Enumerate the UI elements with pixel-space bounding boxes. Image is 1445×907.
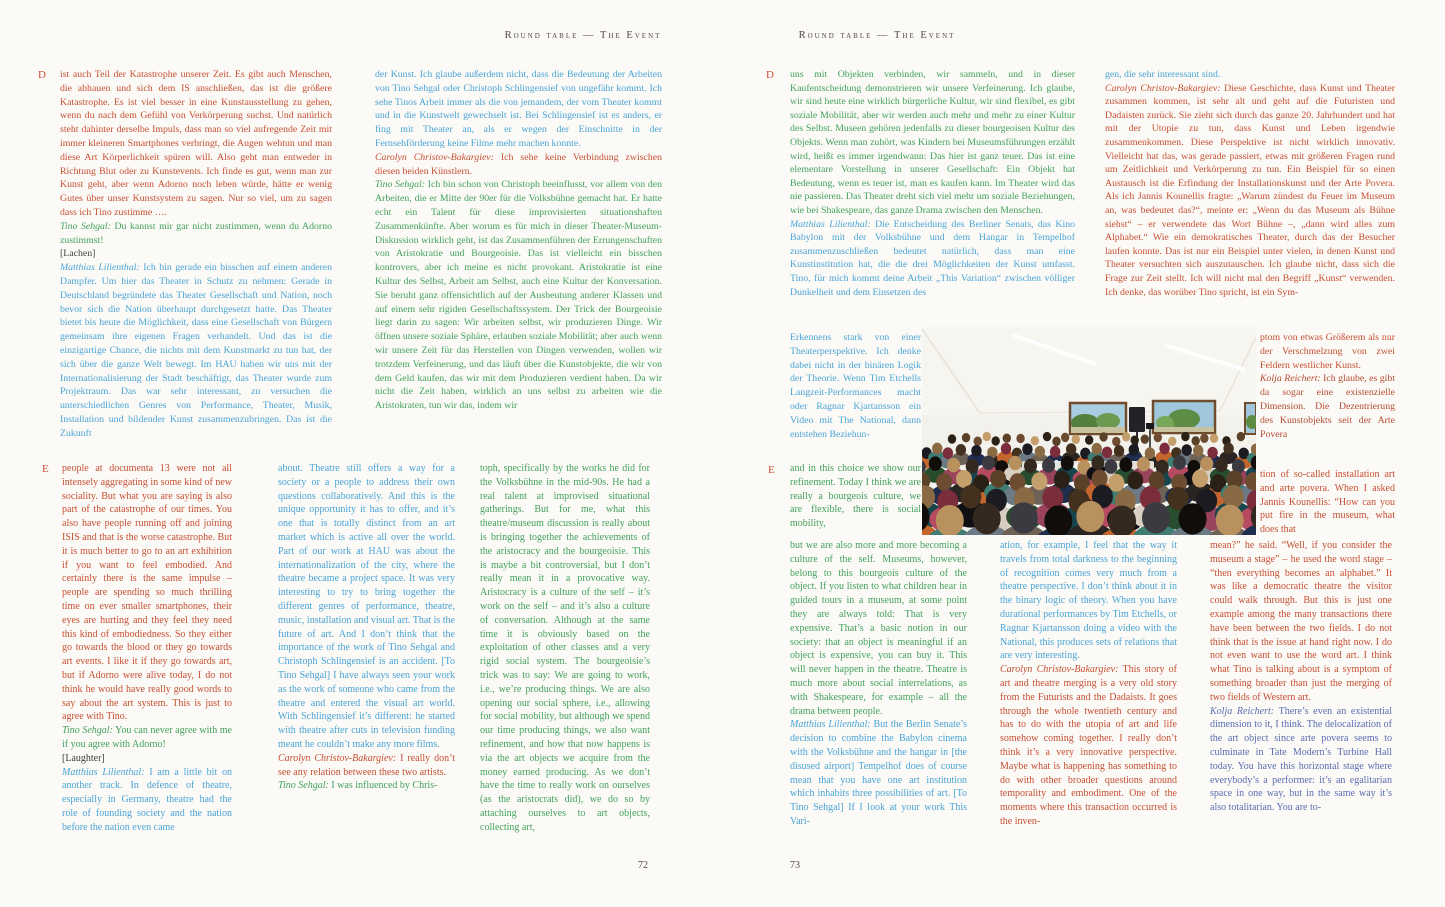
- speaker-name: Tino Sehgal:: [278, 780, 329, 792]
- page-number-right: 73: [790, 860, 800, 871]
- left-english-column-2: [278, 462, 455, 793]
- window: [1245, 403, 1256, 434]
- stage-direction: [Lachen]: [60, 248, 96, 260]
- speaker-name: Carolyn Christov-Bakargiev:: [1105, 82, 1221, 94]
- left-german-column-2: [375, 68, 662, 413]
- left-english-column-3: [480, 462, 650, 835]
- left-german-column-1: [60, 68, 332, 441]
- dialogue-paragraph: Tino Sehgal: You can never agree with me if you agree with Adorno!: [62, 725, 232, 750]
- dialogue-paragraph: Tino Sehgal: Ich bin schon von Christoph beeinflusst, vor allem von den Arbeiten, die er Mitte der 90er für die Volksbühne gemacht hat. Er hatte echt ein Talent für diese improvisierten situationshaften Zusammenkünfte. Aber worum es für mich in dieser Theater-Museum-Diskussion wirklich geht, ist das Zusammenführen der Errungenschaften von Aristokratie und Bourgeoisie. Das ist vielleicht ein bisschen kontrovers, aber ich meine es nicht provokant. Aristokratie ist eine Kultur des Selbst, Arbeit am Selbst, auch eine Kultur der Konversation. Sie beruht ganz offensichtlich auf der Ausbeutung anderer Klassen und auf einem sehr rigiden Gesellschaftssystem. Der Trick der Bourgeoisie liegt darin zu sagen: Wir arbeiten selbst, wir produzieren Dinge. Wir öffnen unsere soziale Sphäre, erlauben soziale Mobilität; aber auch wenn wir unsere Zeit für das Herstellen von Dingen verwenden, wollen wir trotzdem Verfeinerung, und das läuft über die Kunstobjekte, die wir von dem Geld kaufen, das wir mit dem Produzieren verdient haben. Da wir nicht die Zeit haben, wirklich an uns selbst zu arbeiten wie die Aristokraten, tun wir das, indem wir: [375, 179, 662, 412]
- speaker-name: Kolja Reichert:: [1210, 705, 1275, 717]
- dialogue-paragraph: ptom von etwas Größerem als nur der Verschmelzung von zwei Feldern westlicher Kunst.: [1260, 332, 1395, 371]
- dialogue-paragraph: Matthias Lilienthal: I am a little bit on another track. In defence of theatre, especially in Germany, theatre had the role of founding society and the nation before the nation even came: [62, 766, 233, 833]
- running-head-right: Round table — The Event: [798, 30, 956, 41]
- speaker-name: Tino Sehgal:: [375, 179, 426, 191]
- window: [1070, 403, 1126, 434]
- speaker-name: Matthias Lilienthal:: [60, 262, 140, 274]
- english-section-marker: E: [42, 463, 49, 475]
- dialogue-paragraph: tion of so-called installation art and arte povera. When I asked Jannis Kounellis: “How can you put fire in the museum, what does that: [1260, 469, 1395, 536]
- dialogue-paragraph: Carolyn Christov-Bakargiev: Diese Geschichte, dass Kunst und Theater zusammen kommen, ist sehr alt und geht auf die Futuristen und Dadaisten zurück. Sie zieht sich durch das ganze 20. Jahrhundert und hat mit der Utopie zu tun, dass Kunst und Leben irgendwie zusammenkommen. Diese Perspektive ist nicht wirklich innovativ. Vielleicht hat das, was gerade passiert, etwas mit größeren Fragen rund um Zeitlichkeit und Verkörperung zu tun. Ein Beispiel für so einen Austausch ist die Erfindung der Installationskunst und der Arte Povera. Als ich Jannis Kounellis fragte: „Warum zündest du Feuer im Museum an, was bedeutet das?“, meinte er: „Wenn du das Museum als Bühne siehst“ – er verwendete das Wort Bühne –, „dann wird alles zum Alphabet.“ Wie ein demokratisches Theater, durch das der Besucher laufen konnte. Das ist nur ein Beispiel unter vielen, in denen Kunst und Theater versuchten sich auszutauschen. Ich glaube nicht, dass sich die Frage zur Zeit stellt. Ich will nicht mal den Begriff „Kunst“ verwenden. Ich denke, das worüber Tino spricht, ist ein Sym-: [1105, 82, 1395, 298]
- speaker-name: Matthias Lilienthal:: [790, 218, 871, 230]
- running-head-left: Round table — The Event: [504, 30, 662, 41]
- speaker-name: Tino Sehgal:: [60, 220, 111, 232]
- stage-direction: [Laughter]: [62, 752, 105, 764]
- right-german-column-1-full: [790, 68, 1075, 327]
- german-section-marker: D: [38, 69, 46, 81]
- english-section-marker: E: [768, 464, 775, 476]
- dialogue-paragraph: ist auch Teil der Katastrophe unserer Zeit. Es gibt auch Menschen, die abhauen und sich dem IS anschließen, das ist die größere Katastrophe. Es ist viel besser in eine Kunstausstellung zu gehen, wenn du nach dem Gefühl von Verkörperung suchst. Und natürlich steht dahinter derselbe Impuls, dass man so viel aufregende Zeit mit immer kleineren Smartphones verbringt, die Augen wehtun und man diese Art Körperlichkeit spüren will. Also geht man entweder in Richtung Blut oder zu Kunstevents. Ich finde es gut, wenn man zur Kunst geht, aber wenn Adorno noch leben würde, hätte er wenig Gutes über unser Kunstsystem zu sagen. Nur so viel, um zu sagen dass ich Tino zustimme ….: [60, 69, 332, 218]
- dialogue-paragraph: Matthias Lilienthal: Die Entscheidung des Berliner Senats, das Kino Babylon mit der Volksbühne und dem Hangar in Tempelhof zusammenzuschließen bedeutet natürlich, dass man eine Kunstinstitution hat, die die drei Möglichkeiten der Kunst umfasst. Tino, für mich kommt deine Arbeit „This Variation“ zwischen völliger Dunkelheit und dem Einsetzen des: [790, 218, 1075, 298]
- right-german-column-1-wrap: [790, 331, 921, 441]
- dialogue-paragraph: Carolyn Christov-Bakargiev: This story of art and theatre merging is a very old story from the Futurists and the Dadaists. It goes through the whole twentieth century and has to do with the utopia of art and life somehow coming together. I really don’t think it’s a very innovative perspective. Maybe what is happening has something to do with other broader questions around temporality and embodiment. One of the moments where this transaction occurred is the inven-: [1000, 664, 1177, 827]
- dialogue-paragraph: Erkennens stark von einer Theaterperspektive. Ich denke dabei nicht in der binären Logik der Theorie. Wenn Tim Etchells Langzeit-Performances macht oder Ragnar Kjartansson ein Video mit The National, dann entstehen Beziehun-: [790, 332, 921, 440]
- speaker-name: Tino Sehgal:: [62, 725, 113, 737]
- dialogue-paragraph: Kolja Reichert: There’s even an existential dimension to it, I think. The delocalization of the art object since arte povera seems to culminate in Tate Modern’s Turbine Hall today. You have this horizontal stage where everybody’s a performer: it’s an egalitarian space in one way, but in the same way it’s also totalitarian. You are to-: [1210, 705, 1393, 814]
- speaker-name: Matthias Lilienthal:: [790, 719, 871, 731]
- speaker-name: Carolyn Christov-Bakargiev:: [375, 151, 494, 163]
- dialogue-paragraph: Matthias Lilienthal: But the Berlin Senate’s decision to combine the Babylon cinema with the Volksbühne and the hangar in [the disused airport] Tempelhof does of course mean that you have one art institution which inhabits three possibilities of art. [To Tino Sehgal] If I look at your work This Vari-: [790, 719, 967, 827]
- speaker-name: Matthias Lilienthal:: [62, 766, 145, 778]
- right-english-column-2: [1000, 539, 1177, 829]
- dialogue-paragraph: ation, for example, I feel that the way it travels from total darkness to the beginning of recognition comes very much from a theatre perspective. I don’t think about it in the binary logic of theory. When you have durational performances by Tim Etchells, or Ragnar Kjartansson doing a video with the National, this produces sets of relations that are very interesting.: [1000, 540, 1177, 662]
- right-english-column-3-full: [1210, 539, 1392, 815]
- dialogue-paragraph: people at documenta 13 were not all intensely aggregating in some kind of new sociality. But what you are saying is also part of the catastrophe of our times. You also have people running off and joining ISIS and that is the worse catastrophe. But it is much better to go to an art exhibition if you want to feel embodied. And certainly there is the same impulse – people are spending so much thrilling time on ever smaller smartphones, their eyes are hurting and they feel they need this kind of embodiedness. So they either go towards the blood or they go towards art events. I like it if they go towards art, but if Adorno were alive today, I do not think he would have really good words to say about the art system. This is just to agree with Tino.: [62, 463, 232, 723]
- dialogue-paragraph: but we are also more and more becoming a culture of the self. Museums, however, belong to this bourgeois culture of the object. If you listen to what children hear in guided tours in a museum, at some point they are always told: That is very expensive. That’s a basic notion in our society: that an object is meaningful if an object is expensive, you can buy it. This will never happen in the theatre. Theatre is much more about social interrelations, as with Shakespeare, for example – all the drama between people.: [790, 540, 967, 717]
- dialogue-paragraph: about. Theatre still offers a way for a society or a people to address their own questions collaboratively. And this is the unique opportunity it has to offer, and it’s one that is totally distinct from an art market which is active all over the world. Part of our work at HAU was about the internationalization of the city, where the theatre became a project space. It was very interesting to try to bring together the different genres of performance, theatre, music, installation and visual art. That is the future of art. And I don’t think that the importance of the work of Tino Sehgal and Christoph Schlingensief is an accident. [To Tino Sehgal] I have always seen your work as the work of someone who came from the theatre and entered the visual art world. With Schlingensief it’s different: he started with theatre after cuts in television funding meant he couldn’t make any more films.: [278, 463, 455, 750]
- dialogue-paragraph: uns mit Objekten verbinden, wir sammeln, und in dieser Kaufentscheidung demonstrieren wir unsere Verfeinerung. Ich glaube, wir sind heute eine wirklich bürgerliche Kultur, wir sind flexibel, es gibt soziale Mobilität, aber wir werden auch mehr und mehr zu einer Kultur des Selbst. Museen gehören jedenfalls zu dieser bourgeoisen Kultur des Objekts. Wenn man zuhört, was Kindern bei Museumsführungen erzählt wird, heißt es immer irgendwann: Das hier ist ganz teuer. Das ist eine elementare Vorstellung in unserer Gesellschaft: Ein Objekt hat Bedeutung, wenn es teuer ist, man es kaufen kann. Im Theater wird das nie passieren. Das Theater dreht sich viel mehr um soziale Beziehungen, wie bei Shakespeare, das ganze Drama zwischen den Menschen.: [790, 69, 1075, 216]
- right-german-column-2-wrap: [1260, 331, 1395, 441]
- dialogue-paragraph: mean?” he said. “Well, if you consider the museum a stage” – he used the word stage – “then everything becomes an alphabet.” It was like a democratic theatre the visitor could walk through. But this is just one example among the many transactions there have been between the two fields. I do not think that is the issue at hand right now. I do not even want to use the word art. I think what Tino is talking about is a symptom of something broader than just the merging of two fields of Western art.: [1210, 540, 1392, 703]
- window: [1153, 401, 1215, 433]
- right-english-column-1-full: [790, 539, 967, 829]
- dialogue-paragraph: Kolja Reichert: Ich glaube, es gibt da sogar eine existenzielle Dimension. Die Dezentrierung des Kunstobjekts seit der Arte Povera: [1260, 373, 1396, 440]
- german-section-marker: D: [766, 69, 774, 81]
- dialogue-paragraph: Tino Sehgal: Du kannst mir gar nicht zustimmen, wenn du Adorno zustimmst!: [60, 220, 332, 246]
- speaker-name: Carolyn Christov-Bakargiev:: [278, 752, 397, 764]
- audience-front-rows: [922, 455, 1256, 535]
- dialogue-paragraph: Carolyn Christov-Bakargiev: Ich sehe keine Verbindung zwischen diesen beiden Künstlern.: [375, 151, 663, 177]
- dialogue-paragraph: Carolyn Christov-Bakargiev: I really don’t see any relation between these two artists.: [278, 752, 455, 778]
- dialogue-paragraph: toph, specifically by the works he did for the Volksbühne in the mid-90s. He had a real talent at improvised situational gatherings. But for me, what this theatre/museum discussion is really about is bringing together the achievements of the aristocracy and the bourgeoisie. This is maybe a bit controversial, but I don’t really mean it in a provocative way. Aristocracy is a culture of the self – it’s work on the self – and it’s also a culture of conversation. Although at the same time it is obviously based on the exploitation of other classes and a very rigid social system. The bourgeoisie’s trick was to say: We are going to work, i.e., we’re producing things. We are also opening our social sphere, i.e., allowing for social mobility, but although we spend our time producing things, we also want refinement, and how that now happens is via the art objects we acquire from the money earned producing. As we don’t have the time to really work on ourselves (as the aristocrats did), we do so by attaching ourselves to art objects, collecting art,: [480, 463, 650, 833]
- speaker-name: Carolyn Christov-Bakargiev:: [1000, 664, 1119, 676]
- left-english-column-1: [62, 462, 232, 835]
- dialogue-paragraph: gen, die sehr interessant sind.: [1105, 69, 1221, 80]
- dialogue-paragraph: Matthias Lilienthal: Ich bin gerade ein bisschen auf einem anderen Dampfer. Um hier das Theater in Schutz zu nehmen: Gerade in Deutschland begründete das Theater Gesellschaft und Nation, noch bevor sich die Nation überhaupt durchgesetzt hatte. Das Theater bietet bis heute die Möglichkeit, dass eine Gesellschaft von Bürgern gemeinsam ihre eigenen Fragen verhandelt. Und das ist die einzigartige Chance, die nichts mit dem Kunstmarkt zu tun hat, der sich über die ganze Welt bewegt. Im HAU haben wir uns mit der Internationalisierung der Stadt beschäftigt, das Theater wurde zum Projektraum. Das war sehr interessant, zu versuchen die unterschiedlichen Genres von Performance, Theater, Musik, Installation und bildender Kunst zusammenzubringen. Das ist die Zukunft: [60, 262, 332, 439]
- right-english-column-1-wrap: [790, 462, 921, 536]
- dialogue-paragraph: der Kunst. Ich glaube außerdem nicht, dass die Bedeutung der Arbeiten von Tino Sehgal oder Christoph Schlingensief von ungefähr kommt. Ich sehe Tinos Arbeit immer als die von jemandem, der vom Theater kommt und in die Kunstwelt gewechselt ist. Bei Schlingensief ist es anders, er fing mit Theater an, als er wegen der Einschnitte in der Fernsehförderung keine Filme mehr machen konnte.: [375, 69, 662, 149]
- speaker-name: Kolja Reichert:: [1260, 373, 1321, 385]
- right-english-column-3-wrap: [1260, 468, 1395, 537]
- dialogue-paragraph: Tino Sehgal: I was influenced by Chris-: [278, 780, 438, 792]
- right-german-column-2-full: [1105, 68, 1395, 327]
- dialogue-paragraph: and in this choice we show our refinement. Today I think we are really a bourgeois culture, we are flexible, there is social mobility,: [790, 463, 921, 530]
- page-number-left: 72: [638, 860, 648, 871]
- round-table-photo: [922, 327, 1256, 535]
